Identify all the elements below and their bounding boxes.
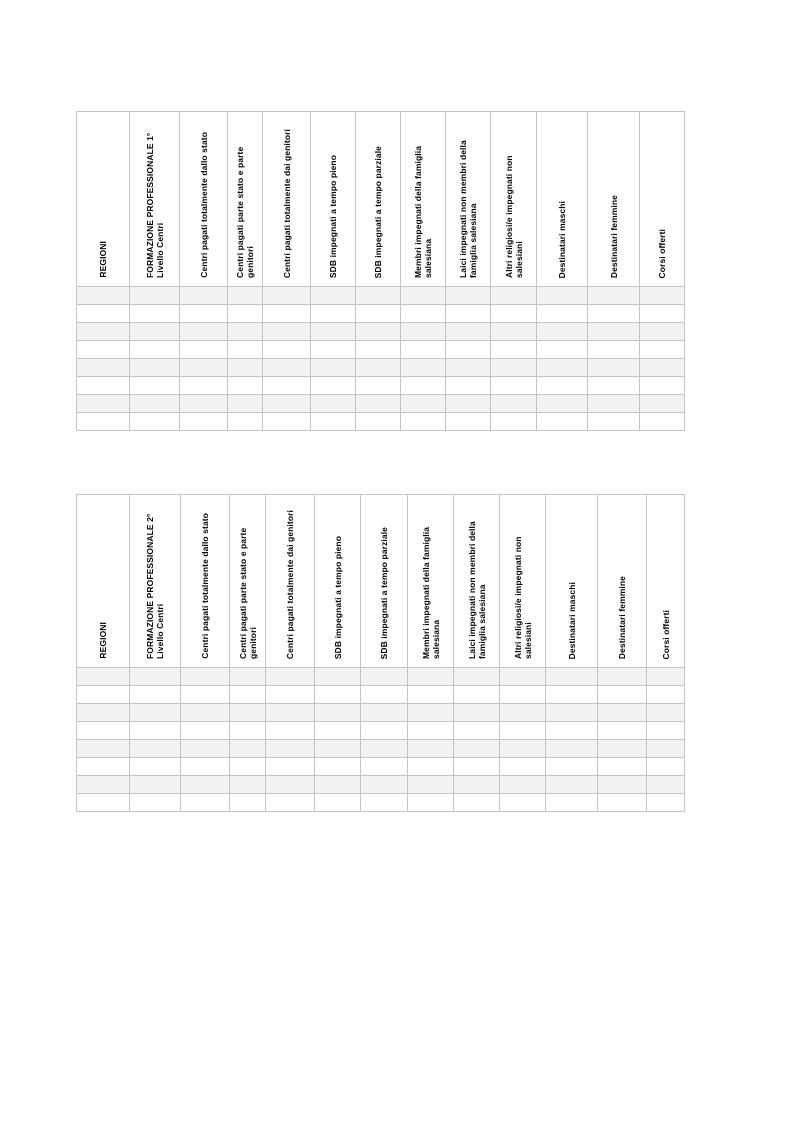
table-cell[interactable]	[77, 794, 130, 812]
table-cell[interactable]	[130, 668, 181, 686]
table-cell[interactable]	[361, 686, 408, 704]
table-cell[interactable]	[500, 794, 546, 812]
table-cell[interactable]	[263, 341, 311, 359]
table-row	[77, 722, 685, 740]
col-header-corsi-offerti: Corsi offerti	[640, 112, 685, 287]
table-cell[interactable]	[537, 341, 588, 359]
table-cell[interactable]	[361, 722, 408, 740]
table-cell[interactable]	[598, 704, 647, 722]
col-header-altri-religiosi: Altri religiosi/e impegnati non salesiani	[500, 495, 546, 668]
table-header-row	[77, 112, 685, 287]
col-header-centri-stato-genitori: Centri pagati parte stato e parte genitori	[230, 495, 266, 668]
table-cell[interactable]	[588, 395, 640, 413]
table-cell[interactable]	[230, 704, 266, 722]
table-cell[interactable]	[647, 776, 685, 794]
table-cell[interactable]	[401, 395, 446, 413]
table-cell[interactable]	[180, 305, 228, 323]
table-cell[interactable]	[230, 740, 266, 758]
table-cell[interactable]	[401, 305, 446, 323]
col-header-laici: Laici impegnati non membri della famiglia salesiana	[446, 112, 491, 287]
table-cell[interactable]	[454, 686, 500, 704]
table-cell[interactable]	[181, 740, 230, 758]
table-cell[interactable]	[408, 704, 454, 722]
table-cell[interactable]	[266, 668, 315, 686]
table-cell[interactable]	[640, 305, 685, 323]
table-cell[interactable]	[361, 776, 408, 794]
table-cell[interactable]	[537, 287, 588, 305]
table-cell[interactable]	[361, 740, 408, 758]
table-row	[77, 305, 685, 323]
table-cell[interactable]	[230, 722, 266, 740]
table-cell[interactable]	[588, 305, 640, 323]
table-row	[77, 287, 685, 305]
table-cell[interactable]	[640, 341, 685, 359]
table-cell[interactable]	[491, 377, 537, 395]
table-cell[interactable]	[598, 722, 647, 740]
table-cell[interactable]	[311, 341, 356, 359]
table-cell[interactable]	[181, 668, 230, 686]
table-cell[interactable]	[180, 395, 228, 413]
table-cell[interactable]	[130, 341, 180, 359]
table-cell[interactable]	[588, 341, 640, 359]
table-cell[interactable]	[454, 740, 500, 758]
table-cell[interactable]	[598, 668, 647, 686]
col-header-centri-genitori: Centri pagati totalmente dai genitori	[263, 112, 311, 287]
table-cell[interactable]	[500, 776, 546, 794]
table-cell[interactable]	[408, 722, 454, 740]
table-row	[77, 341, 685, 359]
table-cell[interactable]	[228, 323, 263, 341]
table-cell[interactable]	[315, 686, 361, 704]
table-cell[interactable]	[181, 776, 230, 794]
table-cell[interactable]	[361, 794, 408, 812]
col-header-destinatari-femmine: Destinatari femmine	[588, 112, 640, 287]
table-cell[interactable]	[640, 323, 685, 341]
table-cell[interactable]	[588, 359, 640, 377]
formazione-2-livello-table	[76, 494, 685, 812]
col-header-sdb-tempo-pieno: SDB impegnati a tempo pieno	[311, 112, 356, 287]
table-cell[interactable]	[500, 722, 546, 740]
table-cell[interactable]	[77, 341, 130, 359]
table-row	[77, 668, 685, 686]
table-cell[interactable]	[500, 740, 546, 758]
table-cell[interactable]	[454, 758, 500, 776]
table-cell[interactable]	[647, 704, 685, 722]
table-cell[interactable]	[130, 323, 180, 341]
table-cell[interactable]	[130, 704, 181, 722]
table-cell[interactable]	[647, 740, 685, 758]
table-cell[interactable]	[77, 395, 130, 413]
table-cell[interactable]	[266, 740, 315, 758]
table-cell[interactable]	[181, 722, 230, 740]
table-cell[interactable]	[401, 323, 446, 341]
table-cell[interactable]	[230, 776, 266, 794]
table-cell[interactable]	[454, 794, 500, 812]
table-cell[interactable]	[263, 377, 311, 395]
table-cell[interactable]	[500, 668, 546, 686]
table-cell[interactable]	[491, 323, 537, 341]
table-cell[interactable]	[537, 395, 588, 413]
table-row	[77, 758, 685, 776]
table-cell[interactable]	[446, 395, 491, 413]
table-cell[interactable]	[454, 704, 500, 722]
table-cell[interactable]	[356, 395, 401, 413]
table-cell[interactable]	[454, 776, 500, 794]
table-cell[interactable]	[361, 704, 408, 722]
table-cell[interactable]	[491, 305, 537, 323]
table-cell[interactable]	[598, 758, 647, 776]
table-cell[interactable]	[546, 740, 598, 758]
col-header-corsi-offerti: Corsi offerti	[647, 495, 685, 668]
table-cell[interactable]	[454, 722, 500, 740]
table-cell[interactable]	[446, 341, 491, 359]
table-cell[interactable]	[77, 359, 130, 377]
formazione-1-livello-table	[76, 111, 685, 431]
table-cell[interactable]	[491, 341, 537, 359]
col-header-centri-stato: Centri pagati totalmente dallo stato	[181, 495, 230, 668]
table-cell[interactable]	[537, 413, 588, 431]
table-cell[interactable]	[537, 359, 588, 377]
table-cell[interactable]	[588, 287, 640, 305]
table-cell[interactable]	[401, 287, 446, 305]
table-row	[77, 704, 685, 722]
table-cell[interactable]	[228, 341, 263, 359]
col-header-formazione-livello: FORMAZIONE PROFESSIONALE 2° Livello Centri	[130, 495, 181, 668]
table-cell[interactable]	[598, 794, 647, 812]
table-cell[interactable]	[181, 758, 230, 776]
table-cell[interactable]	[77, 668, 130, 686]
table-cell[interactable]	[228, 377, 263, 395]
table-cell[interactable]	[263, 305, 311, 323]
table-cell[interactable]	[408, 776, 454, 794]
table-cell[interactable]	[491, 413, 537, 431]
table-cell[interactable]	[77, 740, 130, 758]
table-row	[77, 359, 685, 377]
table-cell[interactable]	[311, 359, 356, 377]
table-cell[interactable]	[77, 758, 130, 776]
table-cell[interactable]	[266, 758, 315, 776]
table-row	[77, 323, 685, 341]
table-cell[interactable]	[311, 395, 356, 413]
table-cell[interactable]	[537, 323, 588, 341]
table-cell[interactable]	[588, 413, 640, 431]
table-cell[interactable]	[266, 686, 315, 704]
table-cell[interactable]	[266, 776, 315, 794]
col-header-formazione-livello: FORMAZIONE PROFESSIONALE 1° Livello Centri	[130, 112, 180, 287]
table-cell[interactable]	[446, 287, 491, 305]
table-cell[interactable]	[491, 287, 537, 305]
table-cell[interactable]	[130, 686, 181, 704]
table-cell[interactable]	[537, 305, 588, 323]
table-row	[77, 776, 685, 794]
table-cell[interactable]	[315, 794, 361, 812]
table-row	[77, 686, 685, 704]
table-cell[interactable]	[230, 794, 266, 812]
table-cell[interactable]	[647, 758, 685, 776]
table-cell[interactable]	[180, 359, 228, 377]
col-header-altri-religiosi: Altri religiosi/e impegnati non salesiani	[491, 112, 537, 287]
table-cell[interactable]	[361, 758, 408, 776]
table-cell[interactable]	[77, 413, 130, 431]
table-row	[77, 395, 685, 413]
table-cell[interactable]	[130, 758, 181, 776]
col-header-sdb-tempo-pieno: SDB impegnati a tempo pieno	[315, 495, 361, 668]
table-cell[interactable]	[446, 305, 491, 323]
table-cell[interactable]	[266, 794, 315, 812]
table-cell[interactable]	[311, 377, 356, 395]
table-cell[interactable]	[130, 740, 181, 758]
col-header-destinatari-maschi: Destinatari maschi	[537, 112, 588, 287]
table-cell[interactable]	[356, 413, 401, 431]
col-header-laici: Laici impegnati non membri della famiglia salesiana	[454, 495, 500, 668]
table-cell[interactable]	[546, 722, 598, 740]
table-cell[interactable]	[546, 776, 598, 794]
table-cell[interactable]	[77, 686, 130, 704]
table-header-row	[77, 495, 685, 668]
table-cell[interactable]	[446, 359, 491, 377]
table-cell[interactable]	[130, 722, 181, 740]
table-cell[interactable]	[263, 395, 311, 413]
table-cell[interactable]	[446, 413, 491, 431]
table-cell[interactable]	[263, 287, 311, 305]
table-cell[interactable]	[647, 722, 685, 740]
table-cell[interactable]	[408, 740, 454, 758]
table-cell[interactable]	[77, 776, 130, 794]
table-row	[77, 794, 685, 812]
col-header-membri-famiglia: Membri impegnati della famiglia salesiana	[408, 495, 454, 668]
table-cell[interactable]	[130, 776, 181, 794]
table-row	[77, 377, 685, 395]
table-cell[interactable]	[180, 287, 228, 305]
table-cell[interactable]	[266, 722, 315, 740]
table-cell[interactable]	[180, 377, 228, 395]
table-cell[interactable]	[640, 413, 685, 431]
table-cell[interactable]	[647, 686, 685, 704]
table-cell[interactable]	[356, 323, 401, 341]
table-cell[interactable]	[356, 287, 401, 305]
col-header-sdb-tempo-parziale: SDB impegnati a tempo parziale	[356, 112, 401, 287]
table-cell[interactable]	[130, 359, 180, 377]
table-cell[interactable]	[454, 668, 500, 686]
table-cell[interactable]	[401, 413, 446, 431]
table-cell[interactable]	[408, 668, 454, 686]
table-cell[interactable]	[180, 413, 228, 431]
col-header-destinatari-maschi: Destinatari maschi	[546, 495, 598, 668]
col-header-sdb-tempo-parziale: SDB impegnati a tempo parziale	[361, 495, 408, 668]
table-cell[interactable]	[546, 704, 598, 722]
table-cell[interactable]	[181, 794, 230, 812]
table-cell[interactable]	[401, 377, 446, 395]
table-cell[interactable]	[546, 686, 598, 704]
table-cell[interactable]	[263, 323, 311, 341]
table-cell[interactable]	[408, 686, 454, 704]
table-cell[interactable]	[588, 377, 640, 395]
table-cell[interactable]	[546, 668, 598, 686]
table-cell[interactable]	[598, 776, 647, 794]
table-cell[interactable]	[130, 377, 180, 395]
table-cell[interactable]	[491, 359, 537, 377]
col-header-regioni: REGIONI	[77, 495, 130, 668]
table-cell[interactable]	[640, 287, 685, 305]
table-cell[interactable]	[537, 377, 588, 395]
table-cell[interactable]	[408, 794, 454, 812]
table-cell[interactable]	[446, 323, 491, 341]
table-cell[interactable]	[446, 377, 491, 395]
table-cell[interactable]	[598, 686, 647, 704]
table-cell[interactable]	[266, 704, 315, 722]
table-cell[interactable]	[77, 323, 130, 341]
col-header-destinatari-femmine: Destinatari femmine	[598, 495, 647, 668]
table-cell[interactable]	[228, 359, 263, 377]
table-row	[77, 740, 685, 758]
table-cell[interactable]	[401, 341, 446, 359]
table-cell[interactable]	[228, 287, 263, 305]
table-cell[interactable]	[77, 704, 130, 722]
table-cell[interactable]	[315, 668, 361, 686]
table-cell[interactable]	[130, 287, 180, 305]
table-cell[interactable]	[647, 794, 685, 812]
table-cell[interactable]	[77, 305, 130, 323]
table-cell[interactable]	[640, 377, 685, 395]
table-cell[interactable]	[230, 758, 266, 776]
table-cell[interactable]	[263, 413, 311, 431]
table-cell[interactable]	[311, 323, 356, 341]
table-cell[interactable]	[77, 377, 130, 395]
table-cell[interactable]	[546, 758, 598, 776]
table-cell[interactable]	[356, 377, 401, 395]
table-cell[interactable]	[500, 686, 546, 704]
col-header-centri-stato-genitori: Centri pagati parte stato e parte genitori	[228, 112, 263, 287]
table-cell[interactable]	[640, 395, 685, 413]
table-cell[interactable]	[130, 305, 180, 323]
col-header-membri-famiglia: Membri impegnati della famiglia salesiana	[401, 112, 446, 287]
table-cell[interactable]	[546, 794, 598, 812]
table-cell[interactable]	[181, 704, 230, 722]
table-cell[interactable]	[228, 413, 263, 431]
table-cell[interactable]	[130, 413, 180, 431]
table-cell[interactable]	[401, 359, 446, 377]
table-cell[interactable]	[77, 287, 130, 305]
table-cell[interactable]	[647, 668, 685, 686]
table-cell[interactable]	[598, 740, 647, 758]
table-cell[interactable]	[356, 359, 401, 377]
table-cell[interactable]	[408, 758, 454, 776]
table-cell[interactable]	[77, 722, 130, 740]
table-cell[interactable]	[500, 704, 546, 722]
col-header-centri-stato: Centri pagati totalmente dallo stato	[180, 112, 228, 287]
table-cell[interactable]	[230, 686, 266, 704]
table-cell[interactable]	[181, 686, 230, 704]
table-cell[interactable]	[315, 740, 361, 758]
col-header-regioni: REGIONI	[77, 112, 130, 287]
table-cell[interactable]	[130, 794, 181, 812]
table-cell[interactable]	[230, 668, 266, 686]
table-cell[interactable]	[588, 323, 640, 341]
table-cell[interactable]	[130, 395, 180, 413]
col-header-centri-genitori: Centri pagati totalmente dai genitori	[266, 495, 315, 668]
table-cell[interactable]	[500, 758, 546, 776]
table-row	[77, 413, 685, 431]
table-cell[interactable]	[228, 305, 263, 323]
table-cell[interactable]	[315, 776, 361, 794]
table-cell[interactable]	[315, 758, 361, 776]
table-cell[interactable]	[356, 341, 401, 359]
table-cell[interactable]	[228, 395, 263, 413]
table-cell[interactable]	[180, 341, 228, 359]
table-cell[interactable]	[180, 323, 228, 341]
table-cell[interactable]	[311, 287, 356, 305]
table-cell[interactable]	[263, 359, 311, 377]
table-cell[interactable]	[356, 305, 401, 323]
table-cell[interactable]	[361, 668, 408, 686]
table-cell[interactable]	[311, 305, 356, 323]
table-cell[interactable]	[640, 359, 685, 377]
table-cell[interactable]	[491, 395, 537, 413]
table-cell[interactable]	[315, 722, 361, 740]
table-cell[interactable]	[311, 413, 356, 431]
table-cell[interactable]	[315, 704, 361, 722]
